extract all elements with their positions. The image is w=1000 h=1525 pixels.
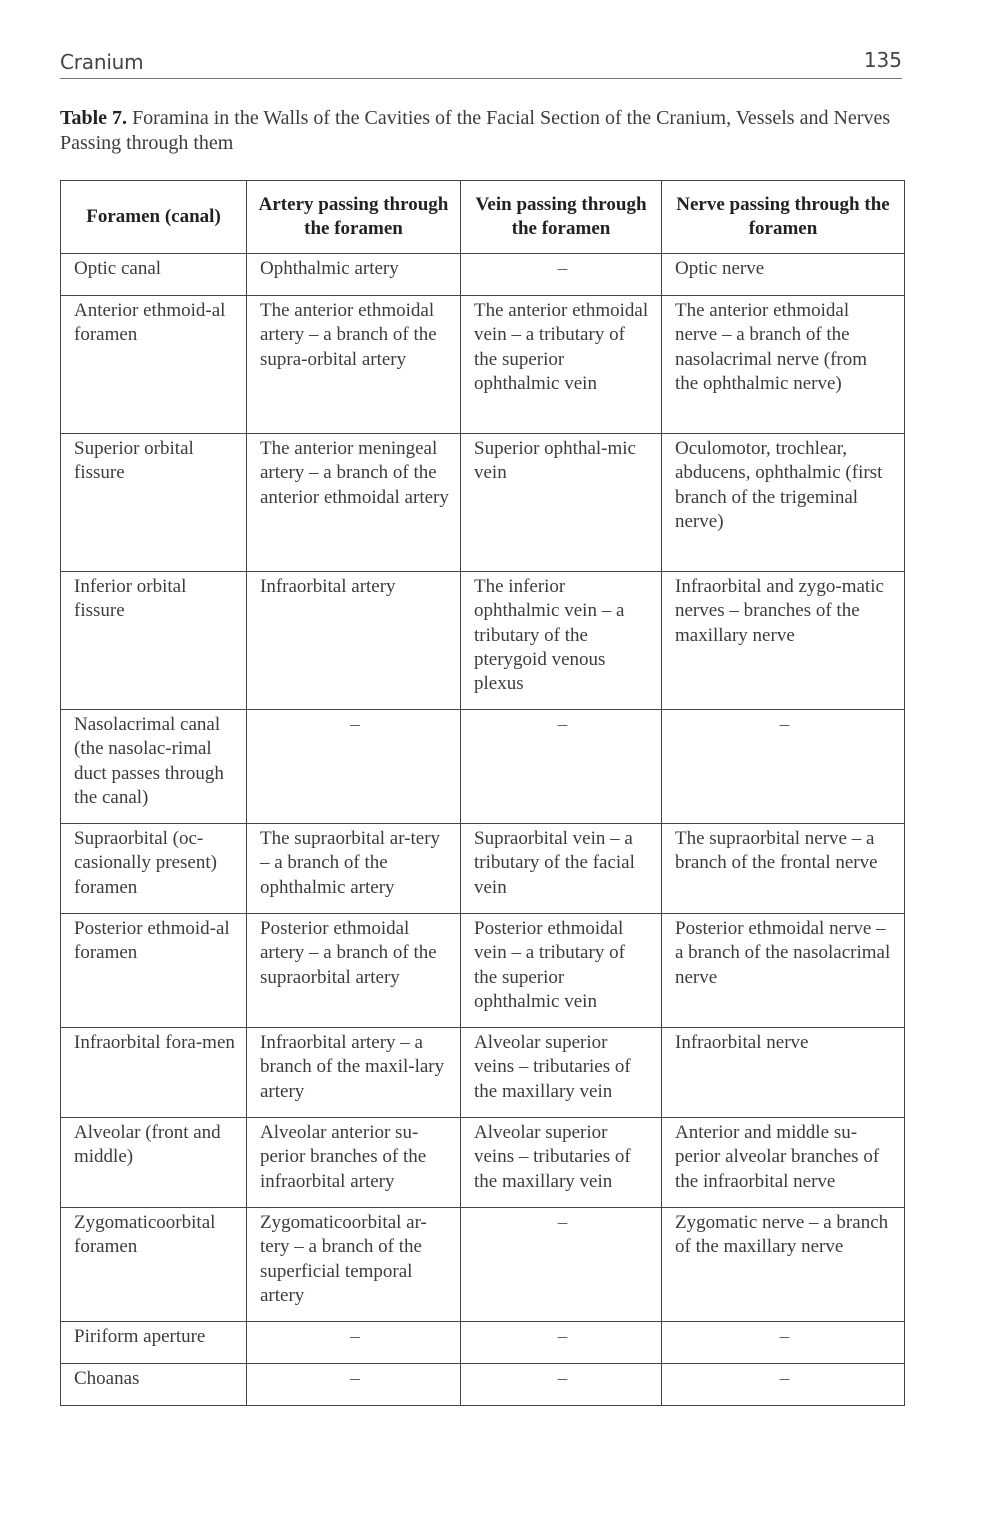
table-row bbox=[61, 914, 905, 1028]
cell-artery: Infraorbital artery – a branch of the maxil-lary artery bbox=[247, 1028, 461, 1118]
cell-nerve: Infraorbital nerve bbox=[662, 1028, 905, 1118]
cell-foramen: Supraorbital (oc-casionally present) foramen bbox=[61, 824, 247, 914]
cell-vein: – bbox=[461, 1208, 662, 1322]
cell-vein: The inferior ophthalmic vein – a tributary of the pterygoid venous plexus bbox=[461, 572, 662, 710]
cell-vein: Posterior ethmoidal vein – a tributary of the superior ophthalmic vein bbox=[461, 914, 662, 1028]
cell-nerve: Posterior ethmoidal nerve – a branch of the nasolacrimal nerve bbox=[662, 914, 905, 1028]
cell-foramen: Alveolar (front and middle) bbox=[61, 1118, 247, 1208]
table-row bbox=[61, 1322, 905, 1364]
cell-foramen: Inferior orbital fissure bbox=[61, 572, 247, 710]
cell-artery: – bbox=[247, 1364, 461, 1406]
column-header-nerve: Nerve passing through the foramen bbox=[662, 181, 905, 254]
table-row bbox=[61, 254, 905, 296]
cell-nerve: Optic nerve bbox=[662, 254, 905, 296]
cell-foramen: Piriform aperture bbox=[61, 1322, 247, 1364]
cell-vein: Supraorbital vein – a tributary of the facial vein bbox=[461, 824, 662, 914]
table-caption-text: Foramina in the Walls of the Cavities of the Facial Section of the Cranium, Vessels and Nerves Passing through them bbox=[60, 107, 891, 154]
table-row bbox=[61, 1208, 905, 1322]
cell-vein: – bbox=[461, 1322, 662, 1364]
running-header bbox=[60, 48, 902, 79]
cell-artery: The anterior meningeal artery – a branch of the anterior ethmoidal artery bbox=[247, 434, 461, 572]
cell-artery: The supraorbital ar-tery – a branch of the ophthalmic artery bbox=[247, 824, 461, 914]
cell-artery: – bbox=[247, 710, 461, 824]
column-header-foramen: Foramen (canal) bbox=[61, 181, 247, 254]
cell-nerve: – bbox=[662, 1364, 905, 1406]
table-header-row bbox=[61, 181, 905, 254]
foramina-table bbox=[60, 180, 905, 1406]
cell-artery: Ophthalmic artery bbox=[247, 254, 461, 296]
column-header-vein: Vein passing through the foramen bbox=[461, 181, 662, 254]
cell-vein: Superior ophthal-mic vein bbox=[461, 434, 662, 572]
cell-foramen: Superior orbital fissure bbox=[61, 434, 247, 572]
cell-vein: Alveolar superior veins – tributaries of the maxillary vein bbox=[461, 1118, 662, 1208]
cell-artery: Alveolar anterior su-perior branches of the infraorbital artery bbox=[247, 1118, 461, 1208]
cell-vein: The anterior ethmoidal vein – a tributary of the superior ophthalmic vein bbox=[461, 296, 662, 434]
column-header-artery: Artery passing through the foramen bbox=[247, 181, 461, 254]
cell-foramen: Zygomaticoorbital foramen bbox=[61, 1208, 247, 1322]
cell-vein: – bbox=[461, 254, 662, 296]
table-row bbox=[61, 1118, 905, 1208]
cell-nerve: – bbox=[662, 1322, 905, 1364]
cell-nerve: Anterior and middle su-perior alveolar branches of the infraorbital nerve bbox=[662, 1118, 905, 1208]
cell-vein: – bbox=[461, 710, 662, 824]
table-row bbox=[61, 572, 905, 710]
cell-foramen: Nasolacrimal canal (the nasolac-rimal duct passes through the canal) bbox=[61, 710, 247, 824]
cell-nerve: Infraorbital and zygo-matic nerves – branches of the maxillary nerve bbox=[662, 572, 905, 710]
cell-foramen: Posterior ethmoid-al foramen bbox=[61, 914, 247, 1028]
table-label: Table 7. bbox=[60, 107, 128, 129]
cell-vein: – bbox=[461, 1364, 662, 1406]
cell-nerve: The anterior ethmoidal nerve – a branch of the nasolacrimal nerve (from the ophthalmic nerve) bbox=[662, 296, 905, 434]
table-row bbox=[61, 1364, 905, 1406]
cell-nerve: – bbox=[662, 710, 905, 824]
cell-nerve: Zygomatic nerve – a branch of the maxillary nerve bbox=[662, 1208, 905, 1322]
cell-artery: Posterior ethmoidal artery – a branch of the supraorbital artery bbox=[247, 914, 461, 1028]
cell-vein: Alveolar superior veins – tributaries of the maxillary vein bbox=[461, 1028, 662, 1118]
table-row bbox=[61, 824, 905, 914]
cell-artery: – bbox=[247, 1322, 461, 1364]
cell-nerve: The supraorbital nerve – a branch of the frontal nerve bbox=[662, 824, 905, 914]
table-row bbox=[61, 434, 905, 572]
cell-artery: The anterior ethmoidal artery – a branch of the supra-orbital artery bbox=[247, 296, 461, 434]
cell-artery: Infraorbital artery bbox=[247, 572, 461, 710]
table-caption bbox=[60, 106, 900, 155]
cell-nerve: Oculomotor, trochlear, abducens, ophthalmic (first branch of the trigeminal nerve) bbox=[662, 434, 905, 572]
cell-foramen: Optic canal bbox=[61, 254, 247, 296]
table-row bbox=[61, 296, 905, 434]
section-title: Cranium bbox=[60, 50, 144, 74]
cell-foramen: Choanas bbox=[61, 1364, 247, 1406]
cell-artery: Zygomaticoorbital ar-tery – a branch of the superficial temporal artery bbox=[247, 1208, 461, 1322]
table-row bbox=[61, 1028, 905, 1118]
page-number: 135 bbox=[863, 48, 902, 72]
table-row bbox=[61, 710, 905, 824]
cell-foramen: Anterior ethmoid-al foramen bbox=[61, 296, 247, 434]
cell-foramen: Infraorbital fora-men bbox=[61, 1028, 247, 1118]
